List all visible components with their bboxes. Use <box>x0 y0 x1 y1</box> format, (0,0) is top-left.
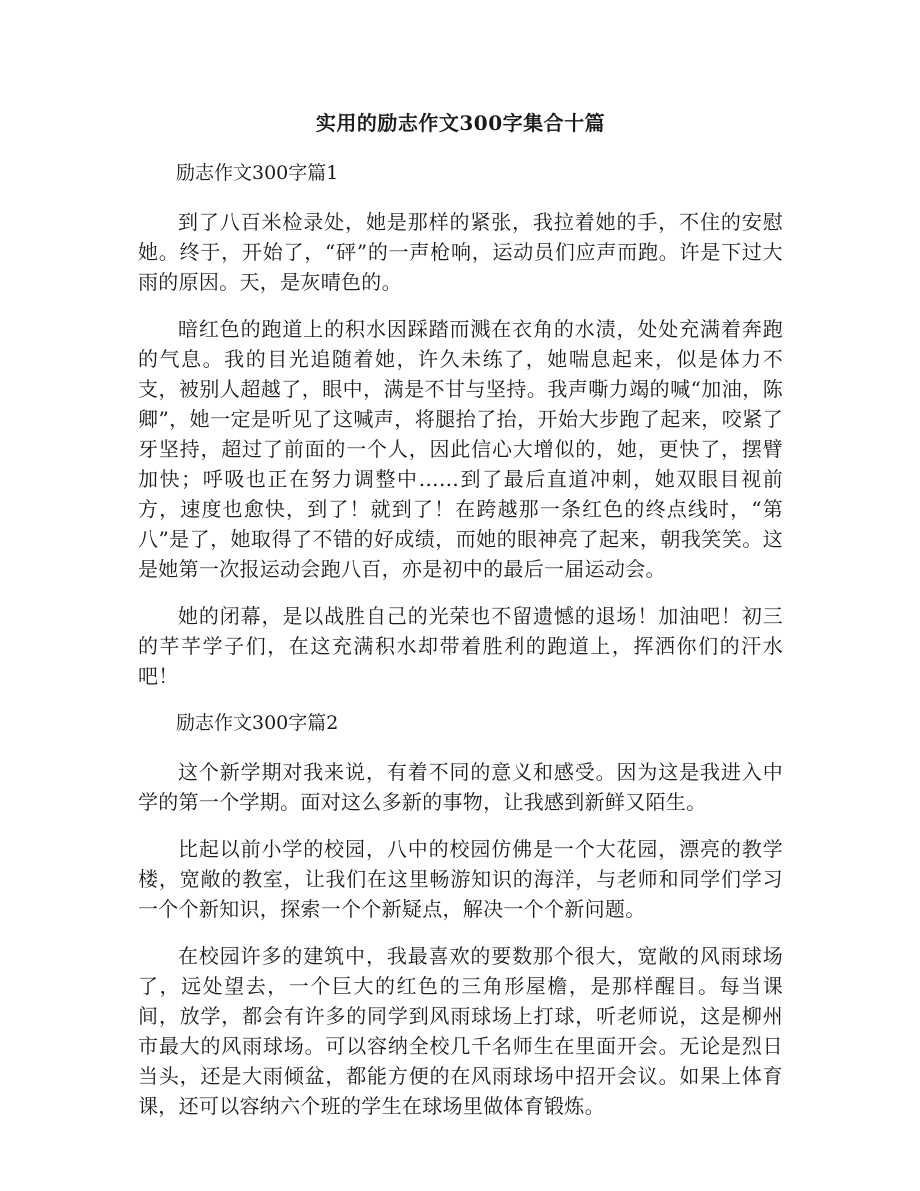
paragraph: 她的闭幕，是以战胜自己的光荣也不留遗憾的退场！加油吧！初三的芊芊学子们，在这充满积水却带着胜利的跑道上，挥洒你们的汗水吧！ <box>138 604 783 688</box>
section-heading: 励志作文300字篇1 <box>176 162 339 184</box>
section-heading: 励志作文300字篇2 <box>176 712 339 734</box>
section-2 <box>138 708 783 1121</box>
section-1 <box>138 158 783 691</box>
paragraph: 比起以前小学的校园，八中的校园仿佛是一个大花园，漂亮的教学楼，宽敞的教室，让我们在这里畅游知识的海洋，与老师和同学们学习一个个新知识，探索一个个新疑点，解决一个个新问题。 <box>138 837 783 921</box>
paragraph: 在校园许多的建筑中，我最喜欢的要数那个很大，宽敞的风雨球场了，远处望去，一个巨大的红色的三角形屋檐，是那样醒目。每当课间，放学，都会有许多的同学到风雨球场上打球，听老师说，这是柳州市最大的风雨球场。可以容纳全校几千名师生在里面开会。无论是烈日当头，还是大雨倾盆，都能方便的在风雨球场中招开会议。如果上体育课，还可以容纳六个班的学生在球场里做体育锻炼。 <box>138 944 783 1118</box>
paragraph: 到了八百米检录处，她是那样的紧张，我拉着她的手，不住的安慰她。终于，开始了，“砰”的一声枪响，运动员们应声而跑。许是下过大雨的原因。天，是灰晴色的。 <box>138 210 783 294</box>
document-title: 实用的励志作文300字集合十篇 <box>315 111 606 135</box>
paragraph: 暗红色的跑道上的积水因踩踏而溅在衣角的水渍，处处充满着奔跑的气息。我的目光追随着她，许久未练了，她喘息起来，似是体力不支，被别人超越了，眼中，满是不甘与坚持。我声嘶力竭的喊“加油，陈卿”，她一定是听见了这喊声，将腿抬了抬，开始大步跑了起来，咬紧了牙坚持，超过了前面的一个人，因此信心大增似的，她，更快了，摆臂加快；呼吸也正在努力调整中……到了最后直道冲刺，她双眼目视前方，速度也愈快，到了！就到了！在跨越那一条红色的终点线时，“第八”是了，她取得了不错的好成绩，而她的眼神亮了起来，朝我笑笑。这是她第一次报运动会跑八百，亦是初中的最后一届运动会。 <box>138 317 783 581</box>
document-body <box>138 158 783 1138</box>
paragraph: 这个新学期对我来说，有着不同的意义和感受。因为这是我进入中学的第一个学期。面对这么多新的事物，让我感到新鲜又陌生。 <box>138 760 783 814</box>
